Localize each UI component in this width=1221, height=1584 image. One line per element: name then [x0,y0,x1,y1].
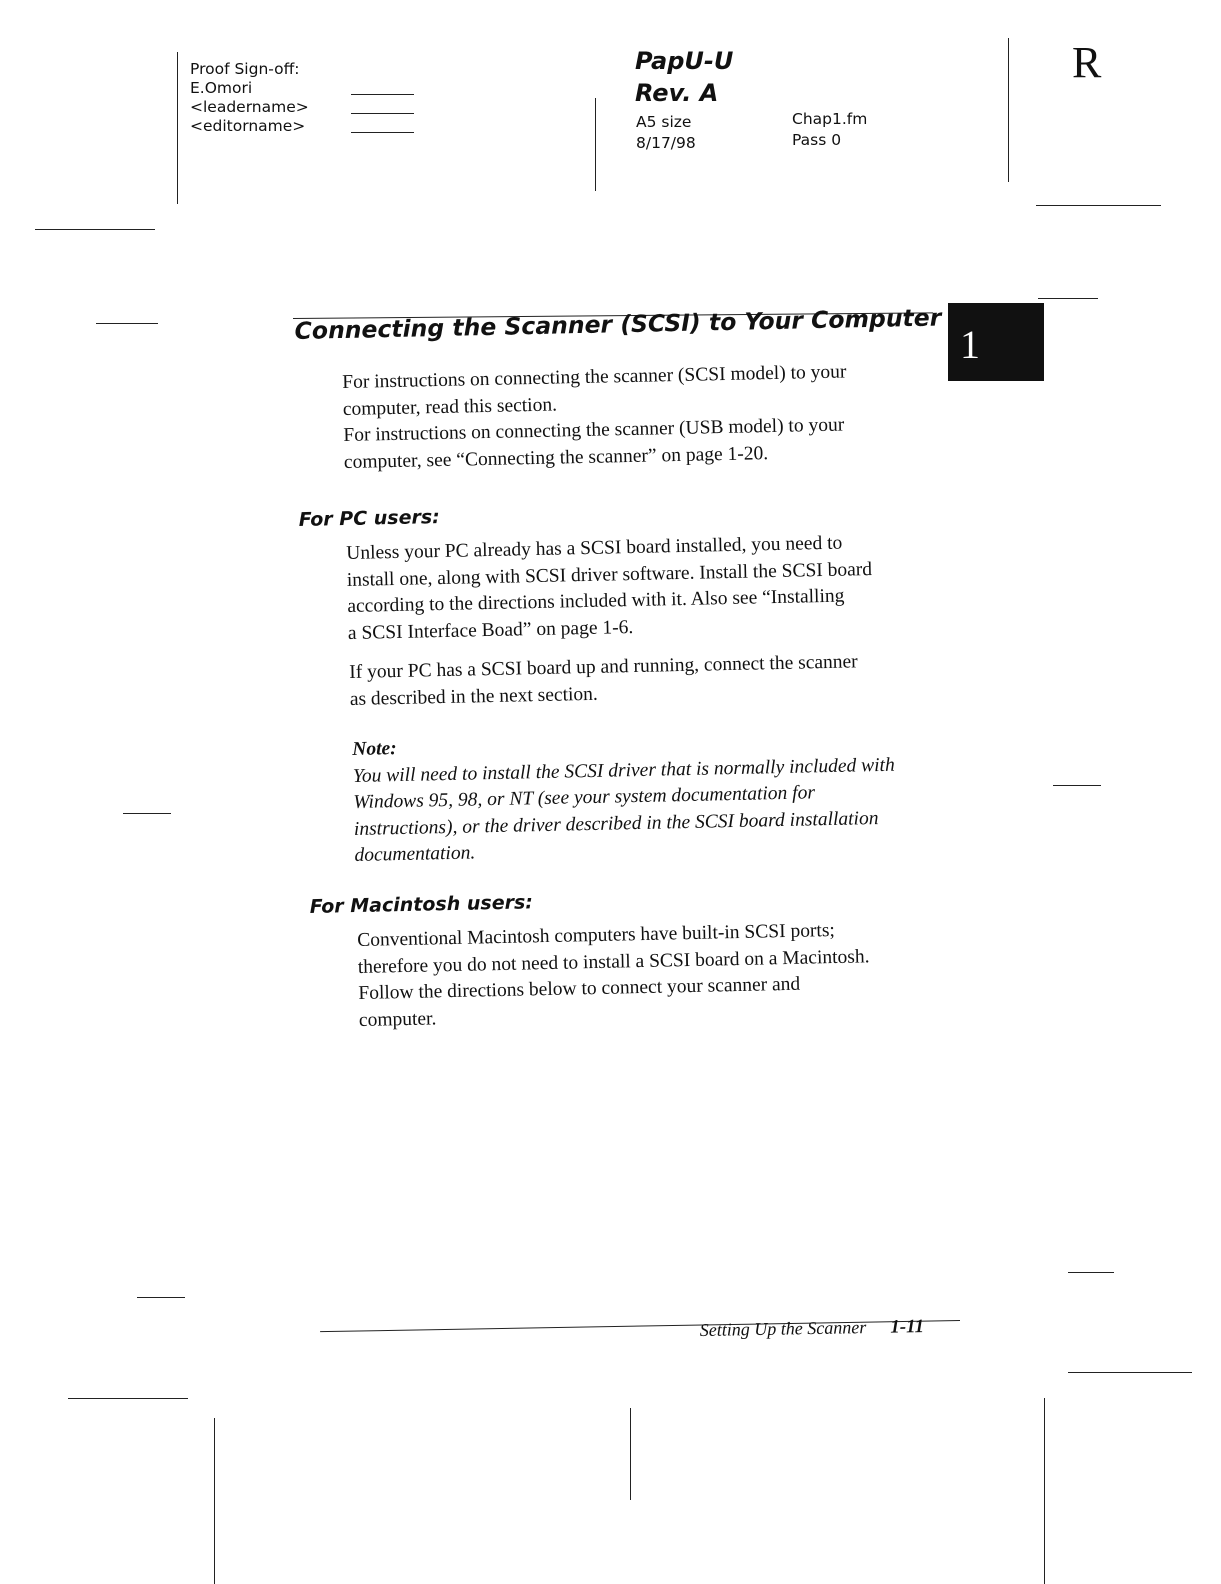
chapter-number: 1 [960,322,980,367]
note-text [353,752,897,869]
pc-para1-line: Unless your PC already has a SCSI board installed, you need to [346,532,843,564]
section-intro [342,359,848,476]
proof-signoff-label: Proof Sign-off: [190,60,300,78]
pc-para1-line: according to the directions included with it. Also see “Installing [347,585,845,617]
footer-page-number: 1-11 [890,1316,925,1338]
pc-paragraph-2 [349,649,859,713]
crop-mark-bottom-right-vertical [1044,1398,1045,1584]
mac-para-line: Conventional Macintosh computers have built-in SCSI ports; [357,919,836,951]
proof-name-omori: E.Omori [190,79,253,97]
mac-para-line: therefore you do not need to install a SCSI board on a Macintosh. [357,945,870,978]
crop-mark-top-left [35,229,155,230]
section-title: Connecting the Scanner (SCSI) to Your Computer [294,303,942,346]
intro-line: For instructions on connecting the scanner (USB model) to your [343,414,845,446]
doc-title-line1: PapU-U [635,47,734,75]
doc-file: Chap1.fm [792,110,868,128]
intro-line: computer, read this section. [342,394,558,420]
margin-tick-right-1 [1038,298,1098,299]
right-header-line [1008,38,1009,182]
doc-title-line2: Rev. A [635,79,719,107]
doc-size: A5 size [636,113,692,131]
title-divider-line [595,98,596,191]
note-line: Windows 95, 98, or NT (see your system documentation for [353,782,816,813]
note-line: documentation. [354,842,476,866]
proof-name-leader: <leadername> [190,98,309,116]
pc-para2-line: If your PC has a SCSI board up and running, connect the scanner [349,651,858,683]
intro-line: For instructions on connecting the scanner (SCSI model) to your [342,361,847,393]
crop-mark-bottom-right [1068,1372,1192,1373]
margin-tick-left-2 [123,813,171,814]
pc-para1-line: a SCSI Interface Boad” on page 1-6. [347,616,634,644]
signature-line-3 [351,132,414,133]
pc-para2-line: as described in the next section. [349,683,598,710]
note-line: instructions), or the driver described in the SCSI board installation [353,807,879,840]
signature-line-2 [351,113,414,114]
page-footer [700,1314,925,1343]
crop-mark-top-right [1036,205,1161,206]
intro-line: computer, see “Connecting the scanner” on page 1-20. [343,442,769,473]
mac-para-line: computer. [358,1007,437,1031]
pc-note [352,726,897,870]
crop-mark-bottom-left-vertical [214,1418,215,1584]
proof-name-editor: <editorname> [190,117,306,135]
pc-users-heading: For PC users: [298,506,440,532]
note-line: You will need to install the SCSI driver that is normally included with [352,754,895,787]
footer-chapter-title: Setting Up the Scanner [699,1317,867,1341]
margin-tick-right-2 [1053,785,1101,786]
crop-mark-bottom-center-vertical [630,1408,631,1500]
chapter-tab [948,303,1044,381]
proof-signoff-block [190,60,309,136]
margin-tick-right-3 [1068,1272,1114,1273]
mac-users-heading: For Macintosh users: [309,891,534,919]
doc-date: 8/17/98 [636,134,696,152]
mac-paragraph [357,917,871,1034]
registration-mark-r: R [1072,38,1102,87]
proof-margin-line [177,52,178,204]
margin-tick-left-3 [137,1297,185,1298]
doc-pass: Pass 0 [792,131,842,149]
pc-paragraph-1 [346,530,873,647]
mac-para-line: Follow the directions below to connect your scanner and [358,973,801,1004]
signature-line-1 [351,94,414,95]
note-label: Note: [352,738,397,760]
margin-tick-left-1 [96,323,158,324]
pc-para1-line: install one, along with SCSI driver software. Install the SCSI board [346,558,873,591]
crop-mark-bottom-left [68,1398,188,1399]
